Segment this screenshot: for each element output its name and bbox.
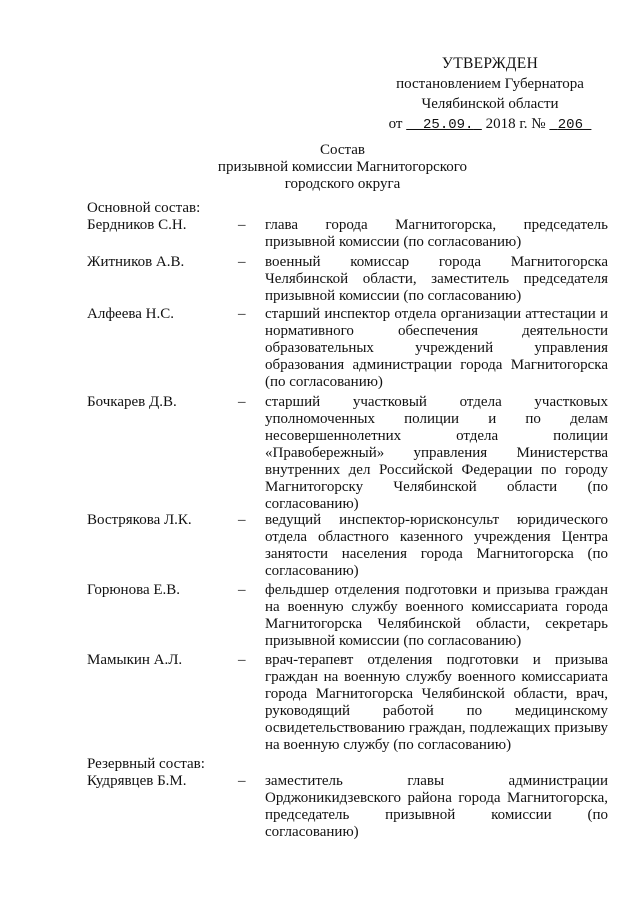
title-line-2: призывной комиссии Магнитогорского: [217, 159, 468, 175]
member-name: Горюнова Е.В.: [87, 582, 181, 598]
member-role: врач-терапевт отделения подготовки и призыва граждан на военную службу военного комиссариата города Магнитогорска Челябинской области, врач, руководящий работой по медицинскому освидетельствованию граждан, подлежащих призыву на военную службу (по согласованию): [265, 652, 608, 753]
member-name: Мамыкин А.Л.: [87, 652, 183, 668]
reserve-composition-label: Резервный состав:: [87, 756, 205, 772]
document-title: [200, 142, 485, 193]
dash: –: [238, 652, 246, 668]
main-composition-label: Основной состав:: [87, 200, 201, 216]
dash: –: [238, 512, 246, 528]
dash: –: [238, 254, 246, 270]
member-name: Бердников С.Н.: [87, 217, 187, 233]
date-value: 25.09.: [423, 117, 474, 133]
member-role: ведущий инспектор-юрисконсульт юридического отдела областного казенного учреждения Центра занятости населения города Магнитогорска (по согласованию): [265, 512, 608, 579]
title-line-1: Состав: [319, 142, 365, 158]
dash: –: [238, 394, 246, 410]
member-role: глава города Магнитогорска, председатель призывной комиссии (по согласованию): [265, 217, 608, 250]
date-prefix: от: [388, 116, 403, 132]
member-role: старший участковый отдела участковых уполномоченных полиции и по делам несовершеннолетних отдела полиции «Правобережный» управления Министерства внутренних дел Российской Федерации по городу Магнитогорску Челябинской области (по согласованию): [265, 394, 608, 512]
member-role: фельдшер отделения подготовки и призыва граждан на военную службу военного комиссариата города Магнитогорска Челябинской области, секретарь призывной комиссии (по согласованию): [265, 582, 608, 649]
approval-date-line: [375, 114, 605, 135]
dash: –: [238, 582, 246, 598]
approval-line-2: Челябинской области: [421, 96, 559, 112]
member-role: заместитель главы администрации Орджоникидзевского района города Магнитогорска, председатель призывной комиссии (по согласованию): [265, 773, 608, 840]
dash: –: [238, 217, 246, 233]
member-role: старший инспектор отдела организации аттестации и нормативного обеспечения деятельности образовательных учреждений управления образования администрации города Магнитогорска (по согласованию): [265, 306, 608, 390]
dash: –: [238, 306, 246, 322]
title-line-3: городского округа: [284, 176, 401, 192]
member-role: военный комиссар города Магнитогорска Челябинской области, заместитель председателя призывной комиссии (по согласованию): [265, 254, 608, 304]
member-name: Кудрявцев Б.М.: [87, 773, 187, 789]
member-name: Вострякова Л.К.: [87, 512, 192, 528]
approval-stamp: [375, 54, 605, 135]
member-name: Житников А.В.: [87, 254, 185, 270]
approval-heading: УТВЕРЖДЕН: [441, 55, 539, 72]
member-name: Алфеева Н.С.: [87, 306, 174, 322]
approval-line-1: постановлением Губернатора: [396, 76, 584, 92]
date-suffix: 2018 г. №: [485, 116, 546, 132]
member-name: Бочкарев Д.В.: [87, 394, 177, 410]
decree-number: 206: [557, 117, 583, 133]
dash: –: [238, 773, 246, 789]
